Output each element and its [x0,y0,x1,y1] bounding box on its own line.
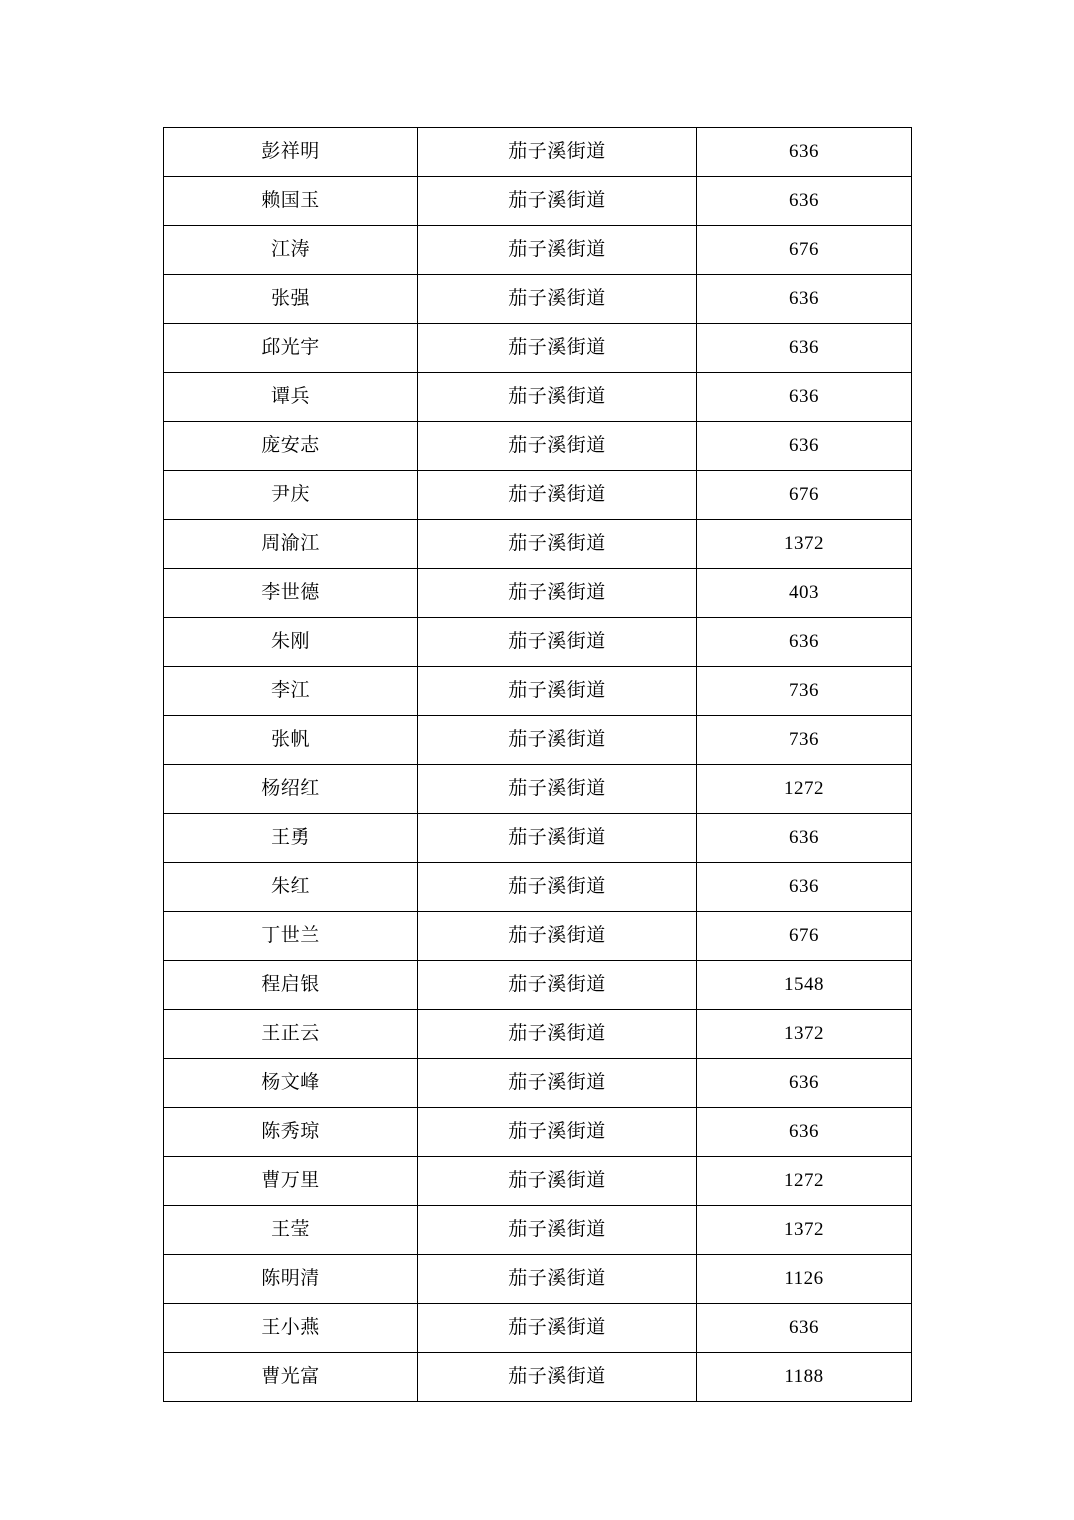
cell-amount: 1272 [697,1157,912,1206]
cell-amount: 676 [697,471,912,520]
cell-name: 王正云 [164,1010,418,1059]
cell-area: 茄子溪街道 [418,177,697,226]
table-row [164,422,912,471]
cell-name: 庞安志 [164,422,418,471]
table-row [164,863,912,912]
cell-amount: 1548 [697,961,912,1010]
cell-area: 茄子溪街道 [418,961,697,1010]
table-row [164,1206,912,1255]
table-container [163,127,911,1402]
cell-name: 杨绍红 [164,765,418,814]
cell-area: 茄子溪街道 [418,667,697,716]
data-table [163,127,912,1402]
cell-name: 李江 [164,667,418,716]
table-row [164,128,912,177]
cell-name: 王勇 [164,814,418,863]
cell-area: 茄子溪街道 [418,863,697,912]
cell-area: 茄子溪街道 [418,1206,697,1255]
cell-name: 朱刚 [164,618,418,667]
cell-name: 张强 [164,275,418,324]
table-row [164,961,912,1010]
table-body [164,128,912,1402]
cell-area: 茄子溪街道 [418,618,697,667]
cell-amount: 403 [697,569,912,618]
cell-amount: 1372 [697,1010,912,1059]
cell-name: 程启银 [164,961,418,1010]
cell-area: 茄子溪街道 [418,128,697,177]
table-row [164,1304,912,1353]
table-row [164,177,912,226]
cell-amount: 736 [697,716,912,765]
table-row [164,1255,912,1304]
cell-name: 曹光富 [164,1353,418,1402]
table-row [164,765,912,814]
cell-amount: 636 [697,1304,912,1353]
cell-amount: 676 [697,226,912,275]
table-row [164,471,912,520]
cell-name: 李世德 [164,569,418,618]
cell-name: 王莹 [164,1206,418,1255]
cell-amount: 736 [697,667,912,716]
cell-area: 茄子溪街道 [418,373,697,422]
cell-amount: 1372 [697,520,912,569]
table-row [164,1059,912,1108]
table-row [164,912,912,961]
cell-area: 茄子溪街道 [418,422,697,471]
table-row [164,1157,912,1206]
table-row [164,814,912,863]
cell-area: 茄子溪街道 [418,1353,697,1402]
cell-name: 江涛 [164,226,418,275]
cell-area: 茄子溪街道 [418,520,697,569]
cell-amount: 636 [697,324,912,373]
cell-amount: 1372 [697,1206,912,1255]
table-row [164,226,912,275]
cell-area: 茄子溪街道 [418,1255,697,1304]
table-row [164,275,912,324]
cell-area: 茄子溪街道 [418,226,697,275]
cell-amount: 636 [697,618,912,667]
table-row [164,1108,912,1157]
cell-amount: 1272 [697,765,912,814]
table-row [164,716,912,765]
cell-area: 茄子溪街道 [418,1010,697,1059]
cell-amount: 636 [697,177,912,226]
cell-amount: 1188 [697,1353,912,1402]
cell-name: 彭祥明 [164,128,418,177]
cell-area: 茄子溪街道 [418,716,697,765]
table-row [164,667,912,716]
table-row [164,1010,912,1059]
cell-area: 茄子溪街道 [418,1108,697,1157]
cell-area: 茄子溪街道 [418,814,697,863]
cell-amount: 636 [697,863,912,912]
cell-name: 陈秀琼 [164,1108,418,1157]
cell-name: 丁世兰 [164,912,418,961]
cell-name: 张帆 [164,716,418,765]
cell-name: 尹庆 [164,471,418,520]
cell-amount: 636 [697,373,912,422]
cell-area: 茄子溪街道 [418,1059,697,1108]
cell-amount: 636 [697,1059,912,1108]
cell-area: 茄子溪街道 [418,1157,697,1206]
cell-amount: 636 [697,422,912,471]
cell-amount: 636 [697,814,912,863]
table-row [164,373,912,422]
cell-amount: 1126 [697,1255,912,1304]
cell-name: 王小燕 [164,1304,418,1353]
cell-name: 曹万里 [164,1157,418,1206]
table-row [164,618,912,667]
cell-name: 朱红 [164,863,418,912]
table-row [164,520,912,569]
cell-name: 邱光宇 [164,324,418,373]
cell-area: 茄子溪街道 [418,1304,697,1353]
cell-amount: 636 [697,275,912,324]
cell-area: 茄子溪街道 [418,765,697,814]
cell-name: 谭兵 [164,373,418,422]
table-row [164,324,912,373]
cell-name: 杨文峰 [164,1059,418,1108]
cell-amount: 676 [697,912,912,961]
table-row [164,569,912,618]
cell-amount: 636 [697,1108,912,1157]
cell-area: 茄子溪街道 [418,471,697,520]
table-row [164,1353,912,1402]
cell-area: 茄子溪街道 [418,324,697,373]
cell-name: 陈明清 [164,1255,418,1304]
cell-name: 赖国玉 [164,177,418,226]
cell-area: 茄子溪街道 [418,912,697,961]
cell-amount: 636 [697,128,912,177]
cell-name: 周渝江 [164,520,418,569]
cell-area: 茄子溪街道 [418,569,697,618]
cell-area: 茄子溪街道 [418,275,697,324]
